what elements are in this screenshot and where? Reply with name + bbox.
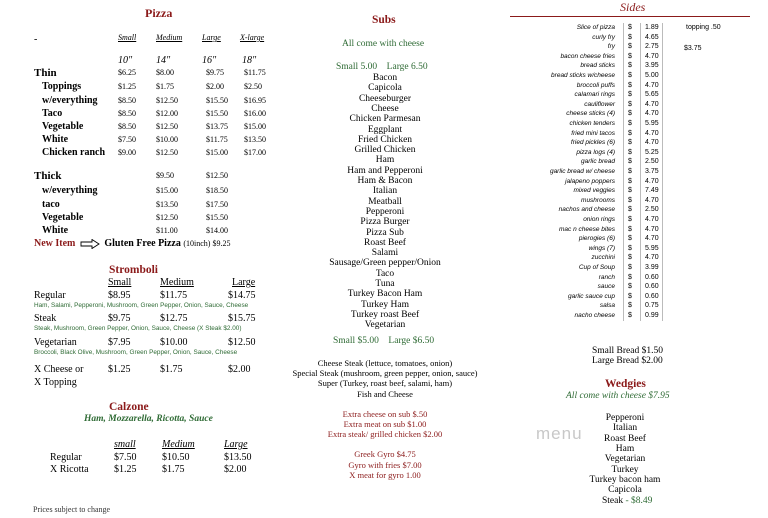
stromboli-row-label: Vegetarian — [34, 337, 77, 348]
side-item-price: 0.99 — [645, 312, 659, 319]
sub-item: Turkey Ham — [361, 299, 409, 310]
thick-label: Thick — [34, 170, 62, 182]
stromboli-title: Stromboli — [109, 264, 158, 276]
wedgie-item: Capicola — [608, 485, 642, 496]
side-item-name: fried mini tacos — [571, 129, 615, 137]
sides-title: Sides — [620, 0, 646, 14]
dollar-sign: $ — [628, 196, 632, 204]
dollar-sign: $ — [628, 206, 632, 214]
subs-title: Subs — [372, 14, 396, 26]
side-item-name: Slice of pizza — [576, 24, 615, 31]
sub-item: Cheese — [371, 103, 399, 114]
size-xlarge: X-large — [240, 33, 265, 42]
side-item-price: 4.70 — [645, 129, 659, 137]
side-item-name: mac n cheese bites — [558, 225, 615, 233]
thick-price: $15.50 — [206, 213, 228, 222]
thin-price: $2.00 — [206, 82, 224, 91]
dollar-sign: $ — [628, 273, 632, 281]
stromboli-price: $15.75 — [228, 313, 256, 324]
side-item-name: nachos and cheese — [558, 206, 615, 214]
stromboli-size-small: Small — [108, 277, 132, 288]
table-rule — [623, 23, 624, 321]
subs-subtitle: All come with cheese — [342, 39, 425, 49]
side-item-price: 7.49 — [645, 187, 659, 195]
side-item-price: 5.25 — [645, 148, 659, 156]
dollar-sign: $ — [628, 158, 632, 166]
side-item-price: 4.70 — [645, 254, 659, 262]
extra-item: Extra meat on sub $1.00 — [343, 419, 427, 429]
side-item-name: pierogies (6) — [578, 235, 615, 243]
thin-row-label: Vegetable — [42, 121, 84, 132]
side-item-price: 4.70 — [645, 81, 659, 89]
dollar-sign: $ — [628, 312, 632, 319]
side-item-price: 4.65 — [645, 33, 659, 41]
side-item-price: 5.95 — [645, 244, 659, 252]
side-item-price: 4.70 — [645, 216, 659, 223]
dash-mark: - — [34, 34, 38, 45]
sub-item: Turkey roast Beef — [350, 309, 420, 320]
thin-price: $15.50 — [206, 96, 228, 105]
inch-large: 16" — [202, 55, 217, 66]
table-rule — [640, 23, 641, 321]
watermark-logo: menu — [536, 424, 583, 443]
thin-price: $12.00 — [156, 109, 178, 118]
special-item: Super (Turkey, roast beef, salami, ham) — [317, 378, 453, 389]
side-item-price: 4.70 — [645, 100, 659, 108]
sub-item: Turkey Bacon Ham — [347, 289, 423, 300]
thin-price: $13.75 — [206, 122, 228, 131]
wedgies-subtitle: All come with cheese $7.95 — [566, 391, 670, 401]
thin-price: $16.00 — [244, 109, 266, 118]
thin-price: $15.00 — [206, 148, 228, 157]
sub-item: Eggplant — [367, 124, 403, 135]
side-item-price: 0.60 — [645, 273, 659, 281]
sub-item: Italian — [372, 186, 398, 197]
side-item-price: 1.89 — [645, 24, 659, 31]
wedgies-steak — [602, 496, 652, 506]
calzone-price: $10.50 — [162, 452, 190, 463]
calzone-price: $1.25 — [114, 464, 137, 475]
calzone-size-medium: Medium — [162, 439, 195, 450]
special-item: Fish and Cheese — [357, 388, 413, 399]
thin-price: $1.25 — [118, 82, 136, 91]
footer-note: Prices subject to change — [33, 505, 111, 514]
sub-item: Cheeseburger — [358, 93, 412, 104]
dollar-sign: $ — [628, 244, 632, 252]
thick-row-label: taco — [42, 199, 60, 210]
thin-price: $9.00 — [118, 148, 136, 157]
sub-item: Pepperoni — [365, 206, 405, 217]
thin-price: $2.50 — [244, 82, 262, 91]
dollar-sign: $ — [628, 100, 632, 108]
calzone-row-label: Regular — [50, 452, 82, 463]
sub-item: Grilled Chicken — [354, 145, 416, 156]
side-item-name: broccoli puffs — [576, 81, 615, 89]
dollar-sign: $ — [628, 33, 632, 41]
gyro-item: Greek Gyro $4.75 — [354, 449, 416, 459]
x-topping-label: X Topping — [34, 377, 77, 388]
sub-item: Ham and Pepperoni — [347, 165, 423, 176]
small-bread: Small Bread $1.50 — [592, 346, 663, 356]
thin-price: $15.00 — [244, 122, 266, 131]
arrow-right-icon — [80, 239, 100, 249]
side-item-price: 2.75 — [645, 43, 659, 51]
dollar-sign: $ — [628, 24, 632, 31]
sub-item: Tuna — [375, 279, 395, 289]
calzone-row-label: X Ricotta — [50, 464, 89, 475]
dollar-sign: $ — [628, 235, 632, 243]
calzone-size-large: Large — [224, 439, 248, 450]
inch-medium: 14" — [156, 55, 171, 66]
thin-row-label: Toppings — [42, 81, 82, 92]
calzone-price: $2.00 — [224, 464, 247, 475]
thin-price: $16.95 — [244, 96, 266, 105]
side-item-price: 5.65 — [645, 91, 659, 99]
thick-price: $17.50 — [206, 200, 228, 209]
thin-price: $13.50 — [244, 135, 266, 144]
size-large: Large — [202, 33, 221, 42]
dollar-sign: $ — [628, 43, 632, 51]
stromboli-row-note: Ham, Salami, Pepperoni, Mushroom, Green Pepper, Onion, Sauce, Cheese — [34, 302, 249, 309]
sides-divider — [510, 16, 750, 17]
dollar-sign: $ — [628, 81, 632, 89]
side-item-name: bacon cheese fries — [560, 52, 615, 60]
side-item-price: 4.70 — [645, 139, 659, 147]
dollar-sign: $ — [628, 62, 632, 70]
thick-price: $12.50 — [156, 213, 178, 222]
sub-item: Roast Beef — [364, 237, 406, 248]
stromboli-size-large: Large — [232, 277, 256, 288]
sub-item: Ham & Bacon — [357, 176, 413, 186]
size-small: Small — [118, 33, 137, 42]
side-item-name: ranch — [598, 273, 615, 281]
gluten-free-size: (10inch) $9.25 — [183, 239, 231, 248]
dollar-sign: $ — [628, 129, 632, 137]
dollar-sign: $ — [628, 177, 632, 185]
x-price-small: $1.25 — [108, 364, 131, 375]
thin-row-label: Taco — [42, 108, 63, 119]
dollar-sign: $ — [628, 292, 632, 300]
size-medium: Medium — [156, 33, 183, 42]
side-item-price: 5.00 — [645, 72, 659, 79]
dollar-sign: $ — [628, 254, 632, 262]
new-item-line — [34, 238, 230, 249]
wedgie-item: Vegetarian — [604, 454, 646, 465]
dollar-sign: $ — [628, 110, 632, 118]
side-item-price: 4.70 — [645, 177, 659, 185]
x-cheese-label: X Cheese or — [34, 364, 84, 375]
thick-price: $9.50 — [156, 171, 174, 180]
thin-price: $12.50 — [156, 122, 178, 131]
thin-price: $9.75 — [206, 68, 224, 77]
sub-item: Ham — [375, 155, 395, 166]
stromboli-price: $12.75 — [160, 313, 188, 324]
thin-price: $10.00 — [156, 135, 178, 144]
wedgies-steak-price: - $8.49 — [625, 496, 653, 506]
side-item-name: pizza logs (4) — [576, 148, 615, 156]
stromboli-row-label: Regular — [34, 290, 66, 301]
side-item-name: garlic bread w/ cheese — [549, 168, 615, 175]
thick-price: $14.00 — [206, 226, 228, 235]
sub-item: Meatball — [368, 196, 402, 207]
side-item-price: 5.95 — [645, 120, 659, 127]
side-item-name: chicken tenders — [569, 120, 615, 127]
side-item-price: 0.75 — [645, 302, 659, 310]
calzone-price: $13.50 — [224, 452, 252, 463]
stromboli-price: $7.95 — [108, 337, 131, 348]
dollar-sign: $ — [628, 187, 632, 195]
gyro-item: X meat for gyro 1.00 — [349, 470, 421, 480]
extra-item: Extra steak/ grilled chicken $2.00 — [327, 429, 443, 439]
side-item-name: bread sticks w/cheese — [551, 72, 615, 79]
dollar-sign: $ — [628, 91, 632, 99]
stromboli-price: $11.75 — [160, 290, 188, 301]
side-item-price: 2.50 — [645, 206, 659, 214]
thin-price: $12.50 — [156, 96, 178, 105]
wedgie-item: Pepperoni — [605, 413, 645, 423]
sub-item: Chicken Parmesan — [349, 114, 421, 125]
side-item-name: garlic sauce cup — [568, 292, 615, 300]
side-item-name: bread sticks — [580, 62, 615, 70]
side-item-name: jalapeno poppers — [565, 177, 615, 185]
thin-label: Thin — [34, 67, 57, 79]
gyro-item: Gyro with fries $7.00 — [348, 459, 422, 470]
stromboli-price: $8.95 — [108, 290, 131, 301]
thick-row-label: Vegetable — [42, 212, 84, 223]
thick-price: $13.50 — [156, 200, 178, 209]
thin-price: $7.50 — [118, 135, 136, 144]
stromboli-price: $9.75 — [108, 313, 131, 324]
side-item-price: 4.70 — [645, 235, 659, 243]
side-item-name: Cup of Soup — [578, 264, 615, 271]
sub-item: Salami — [371, 248, 399, 259]
thick-row-label: White — [42, 225, 69, 236]
sub-item: Taco — [375, 268, 395, 279]
thin-row-label: w/everything — [42, 95, 98, 106]
side-item-name: onion rings — [583, 216, 615, 223]
side-item-name: cauliflower — [584, 100, 615, 108]
wedgie-item: Turkey bacon ham — [589, 474, 661, 485]
side-item-price: 0.60 — [645, 283, 659, 291]
wedgies-steak-label: Steak — [602, 496, 624, 506]
inch-xlarge: 18" — [242, 55, 257, 66]
side-item-name: mixed veggies — [573, 187, 615, 195]
thin-price: $8.00 — [156, 68, 174, 77]
side-item-name: fried pickles (6) — [570, 139, 615, 147]
sub-item: Sausage/Green pepper/Onion — [329, 258, 441, 269]
side-item-name: salsa — [599, 302, 615, 310]
topping-note: topping .50 — [686, 24, 721, 31]
thick-row-label: w/everything — [42, 185, 98, 196]
extra-item: Extra cheese on sub $.50 — [342, 409, 428, 419]
pizza-title: Pizza — [145, 6, 173, 20]
side-item-name: sauce — [597, 283, 615, 291]
dollar-sign: $ — [628, 72, 632, 79]
thin-price: $8.50 — [118, 109, 136, 118]
stromboli-row-label: Steak — [34, 313, 57, 324]
side-item-name: zucchini — [591, 254, 615, 262]
thin-price: $8.50 — [118, 96, 136, 105]
stromboli-price: $14.75 — [228, 290, 256, 301]
subs-sizes-specials: Small $5.00 Large $6.50 — [333, 336, 435, 346]
new-item-label: New Item — [34, 238, 76, 249]
dollar-sign: $ — [628, 216, 632, 223]
thick-price: $12.50 — [206, 171, 228, 180]
side-item-price: 3.99 — [645, 264, 659, 271]
side-item-price: 4.70 — [645, 52, 659, 60]
thick-price: $18.50 — [206, 186, 228, 195]
dollar-sign: $ — [628, 52, 632, 60]
topping-price: $3.75 — [684, 45, 702, 52]
side-item-name: wings (7) — [588, 244, 615, 252]
stromboli-size-medium: Medium — [160, 277, 194, 288]
stromboli-price: $10.00 — [160, 337, 188, 348]
dollar-sign: $ — [628, 168, 632, 175]
side-item-name: cheese sticks (4) — [566, 110, 615, 118]
dollar-sign: $ — [628, 120, 632, 127]
calzone-title: Calzone — [109, 401, 149, 413]
sub-item: Pizza Sub — [366, 227, 404, 238]
side-item-price: 4.70 — [645, 196, 659, 204]
thin-row-label: Chicken ranch — [42, 147, 106, 158]
special-item: Special Steak (mushroom, green pepper, onion, sauce) — [292, 368, 478, 379]
side-item-name: curly fry — [592, 33, 615, 41]
dollar-sign: $ — [628, 302, 632, 310]
thin-price: $1.75 — [156, 82, 174, 91]
side-item-name: garlic bread — [581, 158, 615, 166]
dollar-sign: $ — [628, 264, 632, 271]
thin-price: $12.50 — [156, 148, 178, 157]
wedgie-item: Roast Beef — [604, 433, 646, 444]
side-item-name: calamari rings — [574, 91, 615, 99]
sub-item: Capicola — [368, 83, 402, 94]
sub-item: Bacon — [372, 73, 398, 83]
stromboli-price: $12.50 — [228, 337, 256, 348]
side-item-price: 3.75 — [645, 168, 659, 175]
dollar-sign: $ — [628, 283, 632, 291]
table-rule — [662, 23, 663, 321]
wedgie-item: Turkey — [611, 464, 639, 475]
stromboli-row-note: Broccoli, Black Olive, Mushroom, Green Pepper, Onion, Sauce, Cheese — [34, 349, 238, 356]
side-item-name: mushrooms — [581, 196, 615, 204]
dollar-sign: $ — [628, 225, 632, 233]
calzone-price: $1.75 — [162, 464, 185, 475]
calzone-size-small: small — [114, 439, 136, 450]
side-item-name: nacho cheese — [574, 312, 615, 319]
special-item: Cheese Steak (lettuce, tomatoes, onion) — [317, 358, 453, 368]
thin-price: $8.50 — [118, 122, 136, 131]
thin-price: $6.25 — [118, 68, 136, 77]
side-item-name: fry — [607, 43, 615, 51]
thin-price: $15.50 — [206, 109, 228, 118]
thin-price: $17.00 — [244, 148, 266, 157]
side-item-price: 4.70 — [645, 225, 659, 233]
calzone-subtitle: Ham, Mozzarella, Ricotta, Sauce — [84, 414, 213, 424]
x-price-medium: $1.75 — [160, 364, 183, 375]
sub-item: Vegetarian — [364, 320, 406, 331]
thin-row-label: White — [42, 134, 69, 145]
subs-sizes: Small 5.00 Large 6.50 — [336, 62, 428, 72]
side-item-price: 0.60 — [645, 292, 659, 300]
side-item-price: 2.50 — [645, 158, 659, 166]
thick-price: $15.00 — [156, 186, 178, 195]
sub-item: Fried Chicken — [357, 134, 413, 145]
dollar-sign: $ — [628, 148, 632, 156]
side-item-price: 4.70 — [645, 110, 659, 118]
wedgie-item: Italian — [612, 423, 638, 434]
side-item-price: 3.95 — [645, 62, 659, 70]
wedgies-title: Wedgies — [605, 378, 646, 390]
wedgie-item: Ham — [615, 443, 635, 454]
dollar-sign: $ — [628, 139, 632, 147]
x-price-large: $2.00 — [228, 364, 251, 375]
thin-price: $11.75 — [206, 135, 228, 144]
thin-price: $11.75 — [244, 68, 266, 77]
sub-item: Pizza Burger — [360, 217, 410, 228]
gluten-free-label: Gluten Free Pizza — [104, 238, 181, 249]
large-bread: Large Bread $2.00 — [592, 356, 663, 366]
stromboli-row-note: Steak, Mushroom, Green Pepper, Onion, Sauce, Cheese (X Steak $2.00) — [34, 325, 242, 332]
thick-price: $11.00 — [156, 226, 178, 235]
calzone-price: $7.50 — [114, 452, 137, 463]
inch-small: 10" — [118, 55, 133, 66]
